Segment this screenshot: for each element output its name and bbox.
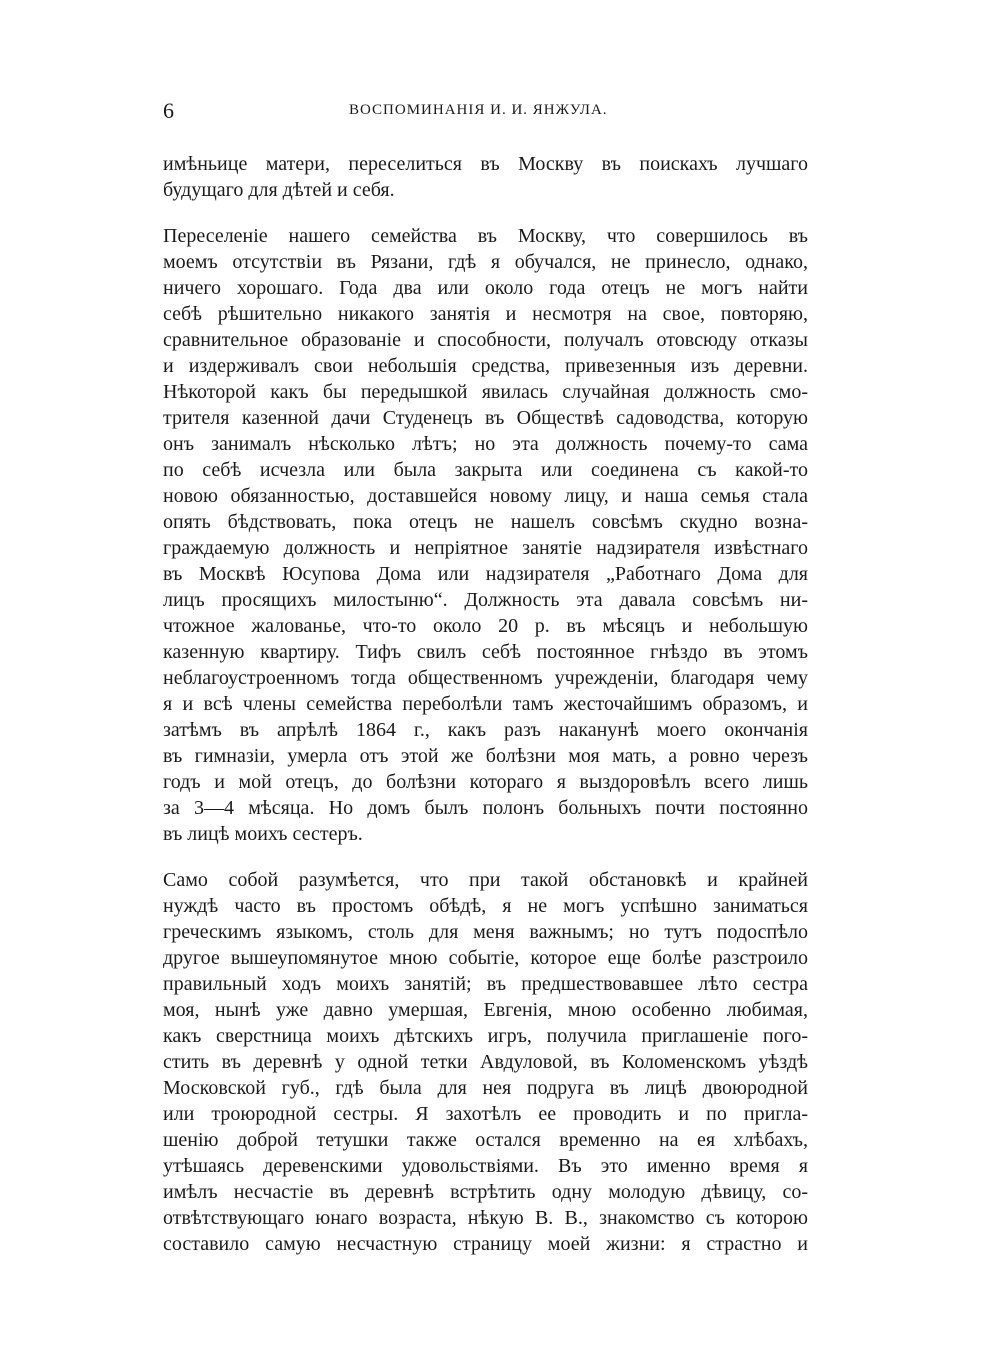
text-line: себѣ рѣшительно никакого занятія и несмотря на свое, повторяю,: [163, 303, 808, 325]
text-line: новою обязанностью, доставшейся новому лицу, и наша семья стала: [163, 485, 808, 507]
body-text: [163, 151, 808, 1257]
text-line: стить въ деревнѣ у одной тетки Авдуловой, въ Коломенскомъ уѣздѣ: [163, 1051, 808, 1073]
paragraph-1: [163, 151, 808, 203]
text-line: составило самую несчастную страницу моей жизни: я страстно и: [163, 1233, 808, 1255]
text-line: неблагоустроенномъ тогда общественномъ учрежденіи, благодаря чему: [163, 667, 808, 689]
paragraph-2: [163, 223, 808, 847]
text-line: годъ и мой отецъ, до болѣзни котораго я выздоровѣлъ всего лишь: [163, 771, 808, 793]
page-header: [163, 98, 808, 132]
text-line: опять бѣдствовать, пока отецъ не нашелъ совсѣмъ скудно возна-: [163, 511, 808, 533]
text-line: имѣлъ несчастіе въ деревнѣ встрѣтить одну молодую дѣвицу, со-: [163, 1181, 808, 1203]
text-line: и издерживалъ свои небольшія средства, привезенныя изъ деревни.: [163, 355, 808, 377]
text-line: отвѣтствующаго юнаго возраста, нѣкую В. В., знакомство съ которою: [163, 1207, 808, 1229]
text-line: чтожное жалованье, что-то около 20 р. въ мѣсяцъ и небольшую: [163, 615, 808, 637]
text-line: Переселеніе нашего семейства въ Москву, что совершилось въ: [163, 225, 808, 247]
text-line: какъ сверстница моихъ дѣтскихъ игръ, получила приглашеніе пого-: [163, 1025, 808, 1047]
page-number: 6: [163, 98, 174, 123]
text-line: греческимъ языкомъ, столь для меня важнымъ; но тутъ подоспѣло: [163, 921, 808, 943]
text-line: въ Москвѣ Юсупова Дома или надзирателя „Работнаго Дома для: [163, 563, 808, 585]
text-line: затѣмъ въ апрѣлѣ 1864 г., какъ разъ наканунѣ моего окончанія: [163, 719, 808, 741]
text-line: ничего хорошаго. Года два или около года отецъ не могъ найти: [163, 277, 808, 299]
running-title: ВОСПОМИНАНІЯ И. И. ЯНЖУЛА.: [349, 102, 608, 118]
text-line: или троюродной сестры. Я захотѣлъ ее проводить и по пригла-: [163, 1103, 808, 1125]
paragraph-gap: [163, 203, 808, 223]
text-line: въ гимназіи, умерла отъ этой же болѣзни моя мать, а ровно черезъ: [163, 745, 808, 767]
text-line: трителя казенной дачи Студенецъ въ Обществѣ садоводства, которую: [163, 407, 808, 429]
text-line: за 3—4 мѣсяца. Но домъ былъ полонъ больныхъ почти постоянно: [163, 797, 808, 819]
text-line: въ лицѣ моихъ сестеръ.: [163, 823, 363, 845]
text-line: Нѣкоторой какъ бы передышкой явилась случайная должность смо-: [163, 381, 808, 403]
text-line: казенную квартиру. Тифъ свилъ себѣ постоянное гнѣздо въ этомъ: [163, 641, 808, 663]
text-line: нуждѣ часто въ простомъ обѣдѣ, я не могъ успѣшно заниматься: [163, 895, 808, 917]
text-line: сравнительное образованіе и способности, получалъ отовсюду отказы: [163, 329, 808, 351]
paragraph-3: [163, 867, 808, 1257]
text-line: онъ занималъ нѣсколько лѣтъ; но эта должность почему-то сама: [163, 433, 808, 455]
text-line: по себѣ исчезла или была закрыта или соединена съ какой-то: [163, 459, 808, 481]
text-line: Само собой разумѣется, что при такой обстановкѣ и крайней: [163, 869, 808, 891]
paragraph-gap: [163, 847, 808, 867]
text-line: моя, нынѣ уже давно умершая, Евгенія, мною особенно любимая,: [163, 999, 808, 1021]
text-line: правильный ходъ моихъ занятій; въ предшествовавшее лѣто сестра: [163, 973, 808, 995]
text-line: будущаго для дѣтей и себя.: [163, 179, 395, 201]
text-line: лицъ просящихъ милостыню“. Должность эта давала совсѣмъ ни-: [163, 589, 808, 611]
text-line: шенію доброй тетушки также остался временно на ея хлѣбахъ,: [163, 1129, 808, 1151]
text-line: я и всѣ члены семейства переболѣли тамъ жесточайшимъ образомъ, и: [163, 693, 808, 715]
text-line: другое вышеупомянутое мною событіе, которое еще болѣе разстроило: [163, 947, 808, 969]
text-line: моемъ отсутствіи въ Рязани, гдѣ я обучался, не принесло, однако,: [163, 251, 808, 273]
text-line: Московской губ., гдѣ была для нея подруга въ лицѣ двоюродной: [163, 1077, 808, 1099]
text-line: граждаемую должность и непріятное занятіе надзирателя извѣстнаго: [163, 537, 808, 559]
text-line: имѣньице матери, переселиться въ Москву въ поискахъ лучшаго: [163, 153, 808, 175]
text-line: утѣшаясь деревенскими удовольствіями. Въ это именно время я: [163, 1155, 808, 1177]
